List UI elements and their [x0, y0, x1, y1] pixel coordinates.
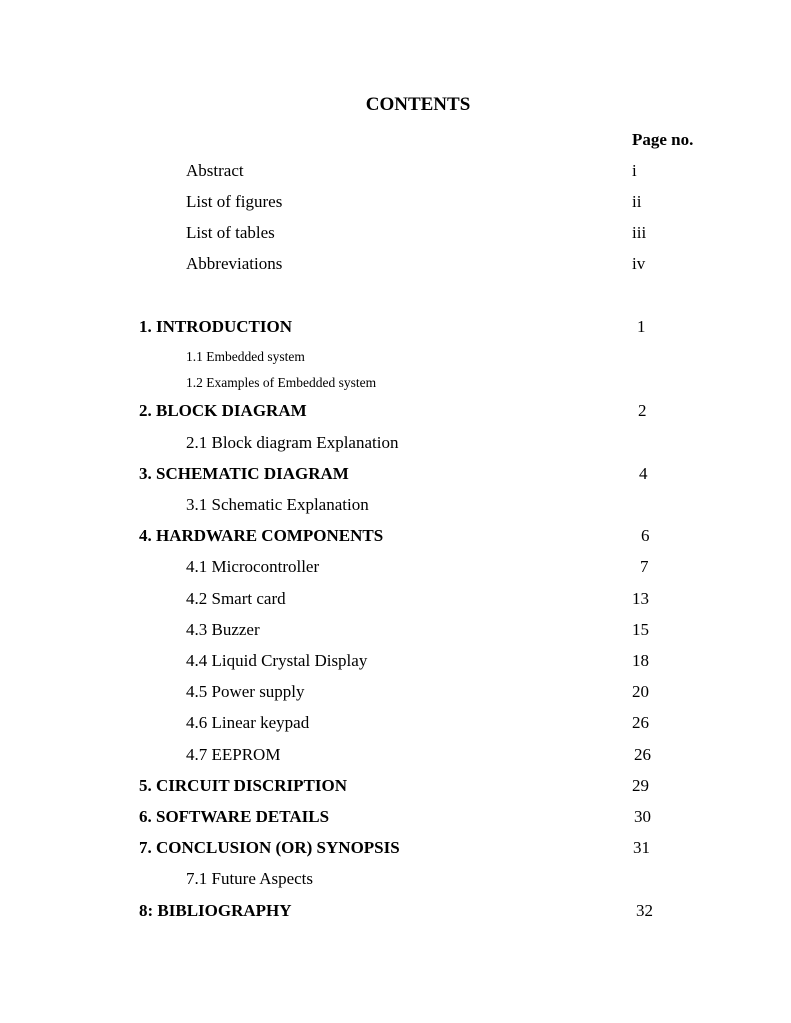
- toc-chapter-software-details: [0, 805, 791, 829]
- toc-entry-label: Abstract: [186, 161, 244, 180]
- toc-chapter-introduction: [0, 315, 791, 339]
- toc-entry-label: 4.6 Linear keypad: [186, 713, 310, 732]
- toc-entry-label: 4. HARDWARE COMPONENTS: [139, 526, 384, 545]
- toc-entry-page: i: [632, 161, 637, 180]
- toc-entry-page: iv: [632, 254, 646, 273]
- toc-entry-label: 4.3 Buzzer: [186, 620, 260, 639]
- toc-entry-label: 4.7 EEPROM: [186, 745, 281, 764]
- toc-entry-page: 18: [632, 651, 649, 670]
- toc-entry-label: 3. SCHEMATIC DIAGRAM: [139, 464, 349, 483]
- toc-entry-label: List of figures: [186, 192, 283, 211]
- toc-entry-page: 20: [632, 682, 649, 701]
- toc-entry-page: 15: [632, 620, 649, 639]
- toc-entry-label: 2. BLOCK DIAGRAM: [139, 401, 307, 420]
- toc-entry-label: 1.2 Examples of Embedded system: [186, 375, 377, 390]
- toc-entry-label: 8: BIBLIOGRAPHY: [139, 901, 292, 920]
- toc-entry-label: 7. CONCLUSION (OR) SYNOPSIS: [139, 838, 400, 857]
- toc-entry-label: 4.2 Smart card: [186, 589, 286, 608]
- toc-section-4-7: [0, 743, 791, 767]
- toc-entry-page: 32: [636, 901, 653, 920]
- toc-entry-label: 3.1 Schematic Explanation: [186, 495, 369, 514]
- toc-section-4-4: [0, 649, 791, 673]
- toc-row-abbreviations: [0, 252, 791, 276]
- toc-section-7-1: [0, 867, 791, 891]
- toc-section-4-5: [0, 680, 791, 704]
- toc-entry-label: 1. INTRODUCTION: [139, 317, 293, 336]
- toc-section-1-2: [0, 371, 791, 395]
- toc-entry-label: Abbreviations: [186, 254, 283, 273]
- toc-entry-label: List of tables: [186, 223, 275, 242]
- toc-entry-label: 1.1 Embedded system: [186, 349, 305, 364]
- toc-section-4-3: [0, 618, 791, 642]
- toc-entry-page: 2: [638, 401, 647, 420]
- toc-row-abstract: [0, 159, 791, 183]
- toc-entry-page: 30: [634, 807, 651, 826]
- toc-entry-page: 1: [637, 317, 646, 336]
- toc-entry-page: 26: [634, 745, 651, 764]
- toc-chapter-circuit-discription: [0, 774, 791, 798]
- toc-entry-page: 6: [641, 526, 650, 545]
- toc-row-list-of-tables: [0, 221, 791, 245]
- toc-section-4-6: [0, 711, 791, 735]
- toc-chapter-block-diagram: [0, 399, 791, 423]
- toc-entry-label: 4.5 Power supply: [186, 682, 305, 701]
- toc-entry-page: 26: [632, 713, 649, 732]
- toc-entry-label: 6. SOFTWARE DETAILS: [139, 807, 330, 826]
- toc-section-1-1: [0, 345, 791, 369]
- toc-chapter-conclusion: [0, 836, 791, 860]
- page-number-column-header: Page no.: [632, 130, 694, 149]
- toc-entry-page: 13: [632, 589, 649, 608]
- toc-entry-label: 4.1 Microcontroller: [186, 557, 320, 576]
- toc-entry-page: ii: [632, 192, 642, 211]
- toc-entry-page: 29: [632, 776, 649, 795]
- toc-entry-page: iii: [632, 223, 647, 242]
- toc-chapter-bibliography: [0, 899, 791, 923]
- toc-entry-page: 4: [639, 464, 648, 483]
- toc-entry-label: 5. CIRCUIT DISCRIPTION: [139, 776, 347, 795]
- toc-section-4-1: [0, 555, 791, 579]
- toc-chapter-schematic-diagram: [0, 462, 791, 486]
- toc-entry-label: 2.1 Block diagram Explanation: [186, 433, 399, 452]
- toc-row-list-of-figures: [0, 190, 791, 214]
- page-title: CONTENTS: [365, 94, 471, 115]
- toc-section-4-2: [0, 587, 791, 611]
- toc-entry-label: 4.4 Liquid Crystal Display: [186, 651, 368, 670]
- toc-entry-label: 7.1 Future Aspects: [186, 869, 314, 888]
- toc-entry-page: 31: [633, 838, 650, 857]
- toc-section-2-1: [0, 431, 791, 455]
- toc-section-3-1: [0, 493, 791, 517]
- toc-entry-page: 7: [640, 557, 649, 576]
- toc-chapter-hardware-components: [0, 524, 791, 548]
